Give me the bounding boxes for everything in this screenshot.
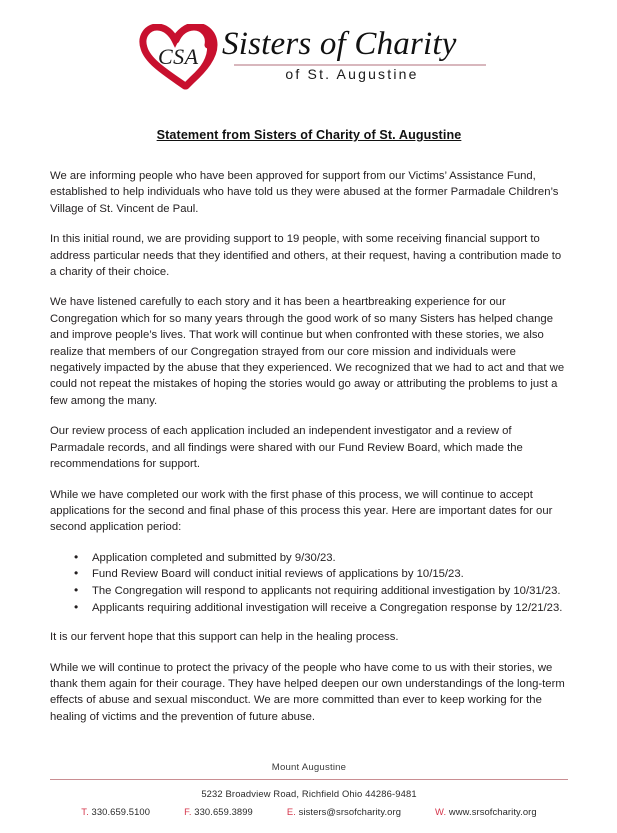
paragraph: Our review process of each application included an independent investigator and a review of Parmadale records, and all findings were shared with our Fund Review Board, which made the recommendations for support. [50, 425, 523, 471]
contact-website[interactable] [435, 806, 537, 817]
contact-email-label: E. [286, 806, 296, 817]
wordmark-primary: Sisters of Charity [222, 26, 457, 62]
page-title: Statement from Sisters of Charity of St. Augustine [156, 128, 462, 142]
contact-email-value[interactable]: sisters@srsofcharity.org [298, 806, 402, 817]
footer-divider [50, 779, 568, 780]
contact-email[interactable] [287, 806, 401, 817]
contact-phone [81, 806, 150, 817]
footer-address: 5232 Broadview Road, Richfield Ohio 44286-9481 [201, 788, 417, 799]
paragraph: We are informing people who have been approved for support from our Victims’ Assistance Fund, established to help individuals who have told us they were abused at the former Parmadale Children’s Village of St. Vincent de Paul. [50, 170, 559, 215]
paragraph: We have listened carefully to each story and it has been a heartbreaking experience for our Congregation which for so many years through the good work of so many Sisters has helped change and improve people’s lives. That work will continue but when confronted with these stories, we also realize that members of our Congregation strayed from our core mission and individuals were negatively impacted by the abuse that they experienced. We recognized that we had to act and that we could not repeat the mistakes of hoping the stories would go away or attributing the problems to just a few among the many. [50, 296, 565, 407]
contact-fax-value: 330.659.3899 [194, 806, 253, 817]
list-item: • Applicants requiring additional investigation will receive a Congregation response by 12/21/23. [90, 600, 568, 617]
important-dates-list [50, 550, 568, 616]
contact-fax [184, 806, 253, 817]
wordmark-secondary: of St. Augustine [285, 66, 419, 82]
contact-phone-label: T. [81, 806, 89, 817]
paragraph: While we have completed our work with the first phase of this process, we will continue to accept applications for the second and final phase of this process this year. Here are important dates for our second application period: [50, 488, 553, 534]
letterhead [0, 0, 617, 112]
wordmark [222, 25, 488, 82]
contact-fax-label: F. [184, 806, 192, 817]
wordmark-divider [234, 64, 486, 66]
paragraph: While we will continue to protect the privacy of the people who have come to us with their stories, we thank them again for their courage. They have helped deepen our own understandings of the long-term effects of abuse and sexual misconduct. We are more committed than ever to keep working for the healing of victims and the prevention of future abuse. [50, 661, 565, 723]
document-body [50, 128, 568, 739]
organization-logo [138, 22, 486, 102]
paragraph: It is our fervent hope that this support can help in the healing process. [50, 631, 399, 644]
footer-contact-list [50, 806, 568, 817]
footer-house-name: Mount Augustine [271, 762, 347, 773]
contact-website-value[interactable]: www.srsofcharity.org [448, 806, 537, 817]
contact-website-label: W. [435, 806, 447, 817]
page-footer [50, 762, 568, 817]
list-item: • The Congregation will respond to applicants not requiring additional investigation by 10/31/23. [90, 583, 568, 600]
contact-phone-value: 330.659.5100 [91, 806, 151, 817]
list-item: • Fund Review Board will conduct initial reviews of applications by 10/15/23. [90, 566, 568, 583]
paragraph: In this initial round, we are providing support to 19 people, with some receiving financial support to address particular needs that they identified and others, at their request, having a contribution made to a charity of their choice. [50, 233, 562, 279]
logo-acronym: CSA [158, 44, 199, 69]
list-item: • Application completed and submitted by 9/30/23. [90, 550, 568, 567]
